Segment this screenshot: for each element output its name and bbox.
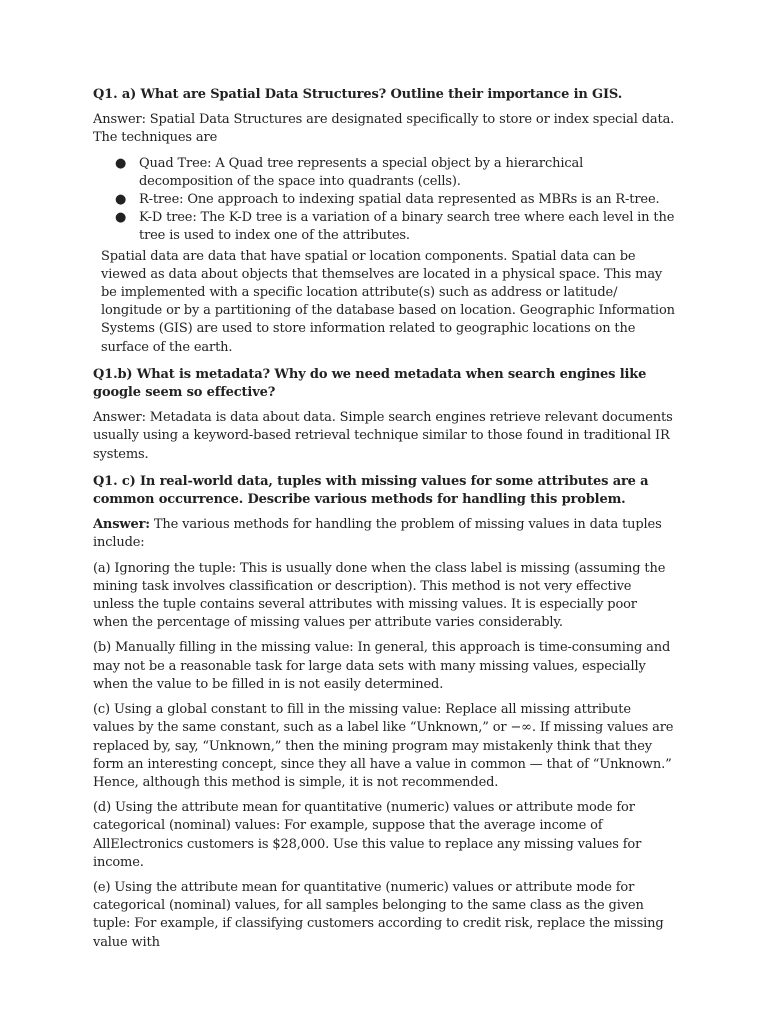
answer-q1b: Answer: Metadata is data about data. Simple search engines retrieve relevant documents usually using a keyword-based retrieval technique similar to those found in traditional IR systems. [93, 410, 673, 462]
list-item: ● K-D tree: The K-D tree is a variation of a binary search tree where each level in the tree is used to index one of the attributes. [115, 210, 675, 244]
list-item: ● Quad Tree: A Quad tree represents a special object by a hierarchical decomposition of the space into quadrants (cells). [115, 155, 584, 189]
question-q1c: Q1. c) In real-world data, tuples with missing values for some attributes are a common occurrence. Describe various methods for handling this problem. [93, 473, 649, 508]
answer-q1c-intro: Answer: The various methods for handling the problem of missing values in data tuples include: [93, 517, 662, 551]
technique-list [93, 155, 675, 246]
bullet-icon: ● [115, 192, 127, 208]
question-q1b: Q1.b) What is metadata? Why do we need metadata when search engines like google seem so effective? [93, 366, 647, 401]
method-d: (d) Using the attribute mean for quantitative (numeric) values or attribute mode for categorical (nominal) values: For example, suppose that the average income of AllElectronics customers is $28,000. Use this value to replace any missing values for income. [93, 800, 642, 870]
method-e: (e) Using the attribute mean for quantitative (numeric) values or attribute mode for categorical (nominal) values, for all samples belonging to the same class as the given tuple: For example, if classifying customers according to credit risk, replace the missing value with [93, 879, 664, 950]
question-q1a: Q1. a) What are Spatial Data Structures? Outline their importance in GIS. [93, 87, 623, 102]
list-item: ● R-tree: One approach to indexing spatial data represented as MBRs is an R-tree. [93, 191, 675, 209]
method-b: (b) Manually filling in the missing value: In general, this approach is time-consuming and may not be a reasonable task for large data sets with many missing values, especially when the value to be filled in is not easily determined. [93, 640, 671, 692]
method-a: (a) Ignoring the tuple: This is usually done when the class label is missing (assuming the mining task involves classification or description). This method is not very effective unless the tuple contains several attributes with missing values. It is especially poor when the percentage of missing values per attribute varies considerably. [93, 560, 666, 631]
method-c: (c) Using a global constant to fill in the missing value: Replace all missing attribute values by the same constant, such as a label like “Unknown,” or −∞. If missing values are replaced by, say, “Unknown,” then the mining program may mistakenly think that they form an interesting concept, since they all have a value in common — that of “Unknown.” Hence, although this method is simple, it is not recommended. [93, 702, 674, 790]
document-body [93, 86, 675, 959]
answer-q1a-body: Spatial data are data that have spatial or location components. Spatial data can be viewed as data about objects that themselves are located in a physical space. This may be implemented with a specific location attribute(s) such as address or latitude/ longitude or by a partitioning of the database based on location. Geographic Information Systems (GIS) are used to store information related to geographic locations on the surface of the earth. [101, 248, 675, 355]
answer-q1a-intro: Answer: Spatial Data Structures are designated specifically to store or index special data. The techniques are [93, 112, 675, 146]
bullet-icon: ● [115, 155, 127, 171]
bullet-icon: ● [115, 210, 127, 226]
answer-label: Answer: [93, 517, 150, 533]
